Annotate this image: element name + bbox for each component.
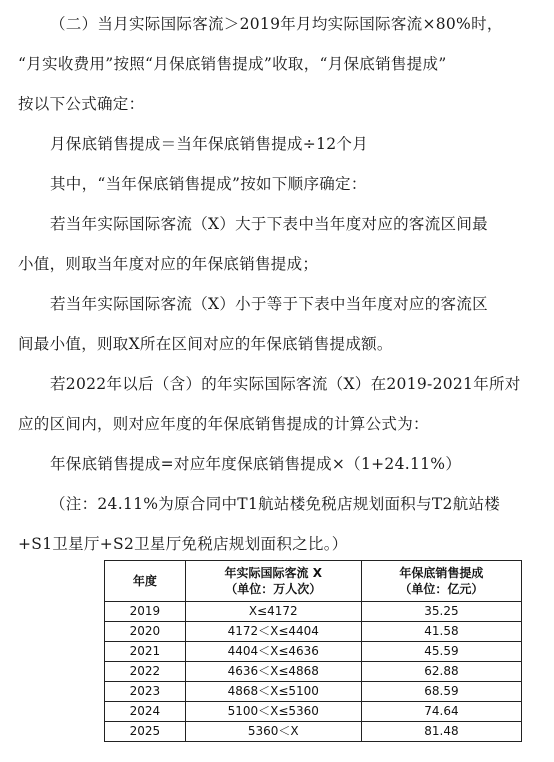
note-line-2: +S1卫星厅+S2卫星厅免税店规划面积之比。） xyxy=(18,535,348,553)
paragraph-order: 其中，“当年保底销售提成”按如下顺序确定： xyxy=(50,175,367,193)
cell-year: 2025 xyxy=(105,722,186,742)
cell-year: 2023 xyxy=(105,682,186,702)
header-year: 年度 xyxy=(105,561,186,602)
cell-year: 2020 xyxy=(105,622,186,642)
cell-range: X≤4172 xyxy=(185,602,361,622)
paragraph-rule-greater-line-2: 小值，则取当年度对应的年保底销售提成； xyxy=(18,255,319,273)
cell-value: 74.64 xyxy=(361,702,521,722)
table-row xyxy=(105,722,522,742)
cell-year: 2022 xyxy=(105,662,186,682)
paragraph-after-2022-line-2: 应的区间内，则对应年度的年保底销售提成的计算公式为： xyxy=(18,415,429,433)
formula-annual: 年保底销售提成=对应年度保底销售提成×（1+24.11%） xyxy=(50,455,462,473)
formula-monthly: 月保底销售提成＝当年保底销售提成÷12个月 xyxy=(50,135,369,153)
cell-range: 4868＜X≤5100 xyxy=(185,682,361,702)
cell-value: 35.25 xyxy=(361,602,521,622)
cell-year: 2019 xyxy=(105,602,186,622)
header-commission xyxy=(361,561,521,602)
paragraph-after-2022-line-1: 若2022年以后（含）的年实际国际客流（X）在2019-2021年所对 xyxy=(50,375,521,393)
cell-year: 2024 xyxy=(105,702,186,722)
cell-value: 41.58 xyxy=(361,622,521,642)
cell-range: 4404＜X≤4636 xyxy=(185,642,361,662)
paragraph-rule-greater-line-1: 若当年实际国际客流（X）大于下表中当年度对应的客流区间最 xyxy=(50,215,488,233)
table-row xyxy=(105,662,522,682)
table-row xyxy=(105,702,522,722)
table-row xyxy=(105,642,522,662)
paragraph-condition-line-2: “月实收费用”按照“月保底销售提成”收取，“月保底销售提成” xyxy=(18,55,447,73)
paragraph-rule-less-line-2: 间最小值，则取X所在区间对应的年保底销售提成额。 xyxy=(18,335,393,353)
commission-table xyxy=(104,560,522,742)
header-flow-title: 年实际国际客流 X xyxy=(224,566,322,580)
paragraph-rule-less-line-1: 若当年实际国际客流（X）小于等于下表中当年度对应的客流区 xyxy=(50,295,488,313)
cell-range: 4636＜X≤4868 xyxy=(185,662,361,682)
cell-value: 62.88 xyxy=(361,662,521,682)
header-flow-unit: （单位：万人次） xyxy=(225,582,322,596)
table-row xyxy=(105,622,522,642)
cell-value: 81.48 xyxy=(361,722,521,742)
table-row xyxy=(105,682,522,702)
header-commission-unit: （单位：亿元） xyxy=(399,582,484,596)
table-header-row xyxy=(105,561,522,602)
cell-value: 45.59 xyxy=(361,642,521,662)
cell-value: 68.59 xyxy=(361,682,521,702)
header-commission-title: 年保底销售提成 xyxy=(399,566,484,580)
cell-range: 5100＜X≤5360 xyxy=(185,702,361,722)
header-flow xyxy=(185,561,361,602)
paragraph-condition-line-1: （二）当月实际国际客流＞2019年月均实际国际客流×80%时， xyxy=(50,15,503,33)
table-row xyxy=(105,602,522,622)
note-line-1: （注：24.11%为原合同中T1航站楼免税店规划面积与T2航站楼 xyxy=(50,495,501,513)
cell-range: 4172＜X≤4404 xyxy=(185,622,361,642)
cell-range: 5360＜X xyxy=(185,722,361,742)
cell-year: 2021 xyxy=(105,642,186,662)
paragraph-condition-line-3: 按以下公式确定： xyxy=(18,95,145,113)
